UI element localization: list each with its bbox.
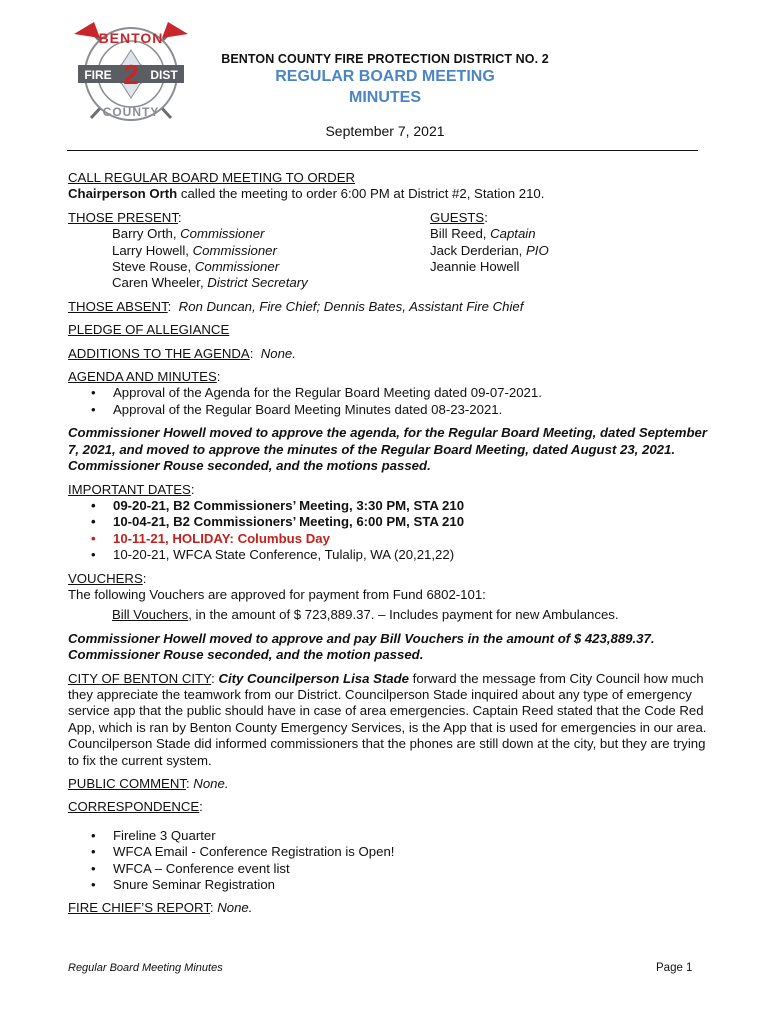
city-heading: CITY OF BENTON CITY xyxy=(68,670,212,686)
correspondence-heading: CORRESPONDENCE xyxy=(68,799,200,815)
list-item: • Snure Seminar Registration xyxy=(113,877,708,893)
holiday-item: • 10-11-21, HOLIDAY: Columbus Day xyxy=(113,531,708,547)
logo-top-text: BENTON xyxy=(98,30,164,46)
list-item: • WFCA – Conference event list xyxy=(113,861,708,877)
organization-name: BENTON COUNTY FIRE PROTECTION DISTRICT NO. 2 xyxy=(221,52,549,66)
logo-number: 2 xyxy=(123,59,139,90)
list-item: • Approval of the Regular Board Meeting Minutes dated 08-23-2021. xyxy=(113,402,708,418)
present-column: THOSE PRESENT: Barry Orth, Commissioner Larry Howell, Commissioner Steve Rouse, Commissioner Caren Wheeler, District Secretary xyxy=(68,210,430,292)
present-member: Steve Rouse, Commissioner xyxy=(112,259,280,275)
chief-report-section: FIRE CHIEF’S REPORT: None. xyxy=(68,900,253,916)
title-line-2: MINUTES xyxy=(349,89,421,106)
dates-list xyxy=(68,498,708,564)
vouchers-intro: The following Vouchers are approved for payment from Fund 6802-101: xyxy=(68,586,486,602)
title-line-1: REGULAR BOARD MEETING xyxy=(275,68,495,85)
guests-column: GUESTS: Bill Reed, Captain Jack Derderian, PIO Jeannie Howell xyxy=(430,209,549,275)
footer-document-name: Regular Board Meeting Minutes xyxy=(68,962,223,974)
agenda-section: AGENDA AND MINUTES: • Approval of the Agenda for the Regular Board Meeting dated 09-07-2021. • Approval of the Regular Board Meeting Minutes dated 08-23-2021. Commissioner Howell moved to approve the agenda, for the Regular Board Meeting, dated September 7, 2021, and moved to approve the minutes of the Regular Board Meeting, dated August 23, 2021. Commissioner Rouse seconded, and the motions passed. xyxy=(68,369,708,474)
present-heading: THOSE PRESENT xyxy=(68,209,178,225)
list-item: • Approval of the Agenda for the Regular Board Meeting dated 09-07-2021. xyxy=(113,385,708,401)
pledge-heading: PLEDGE OF ALLEGIANCE xyxy=(68,322,230,338)
dates-heading: IMPORTANT DATES xyxy=(68,481,191,497)
header-divider xyxy=(67,150,698,151)
call-to-order-text xyxy=(68,186,708,202)
absent-section: THOSE ABSENT: Ron Duncan, Fire Chief; Dennis Bates, Assistant Fire Chief xyxy=(68,298,524,314)
guest-item: Bill Reed, Captain xyxy=(430,226,536,242)
city-section: CITY OF BENTON CITY: City Councilperson Lisa Stade forward the message from City Council how much they appreciate the teamwork from our District. Councilperson Stade inquired about any type of emergency service app that the public should have in case of area emergencies. Captain Reed stated that the Code Red App, which is ran by Benton County Emergency Services, is the App that is used for emergencies in our area. Councilperson Stade did informed commissioners that the phones are still down at the city, but they are trying to fix the current system. xyxy=(68,670,707,768)
agenda-motion: Commissioner Howell moved to approve the agenda, for the Regular Board Meeting, dated September 7, 2021, and moved to approve the minutes of the Regular Board Meeting, dated August 23, 2021. Commissioner Rouse seconded, and the motions passed. xyxy=(68,425,707,474)
dates-section: IMPORTANT DATES: • 09-20-21, B2 Commissioners’ Meeting, 3:30 PM, STA 210 • 10-04-21, B2 Commissioners’ Meeting, 6:00 PM, STA 210 • 10-11-21, HOLIDAY: Columbus Day • 10-20-21, WFCA State Conference, Tulalip, WA (20,21,22) xyxy=(68,482,708,564)
list-item: • 10-20-21, WFCA State Conference, Tulalip, WA (20,21,22) xyxy=(113,547,708,563)
guest-item: Jeannie Howell xyxy=(430,259,520,275)
absent-heading: THOSE ABSENT xyxy=(68,298,168,314)
logo-left-text: FIRE xyxy=(84,68,112,82)
call-to-order-section xyxy=(68,170,708,203)
attendance-section xyxy=(68,210,708,292)
additions-heading: ADDITIONS TO THE AGENDA xyxy=(68,345,250,361)
list-item: • 09-20-21, B2 Commissioners’ Meeting, 3:30 PM, STA 210 xyxy=(113,498,708,514)
chair-name: Chairperson Orth xyxy=(68,186,178,202)
guests-heading: GUESTS xyxy=(430,209,485,225)
vouchers-motion: Commissioner Howell moved to approve and pay Bill Vouchers in the amount of $ 423,889.37. Commissioner Rouse seconded, and the motion passed. xyxy=(68,630,655,663)
guest-item: Jack Derderian, PIO xyxy=(430,242,549,258)
present-member: Barry Orth, Commissioner xyxy=(112,226,265,242)
absent-text: Ron Duncan, Fire Chief; Dennis Bates, Assistant Fire Chief xyxy=(178,298,524,314)
list-item: • 10-04-21, B2 Commissioners’ Meeting, 6:00 PM, STA 210 xyxy=(113,514,708,530)
document-title xyxy=(195,66,575,108)
list-item: • Fireline 3 Quarter xyxy=(113,828,708,844)
public-comment-section: PUBLIC COMMENT: None. xyxy=(68,776,229,791)
bill-vouchers-label: Bill Vouchers xyxy=(112,607,189,623)
logo-right-text: DIST xyxy=(150,68,178,82)
city-text: forward the message from City Council how much they appreciate the teamwork from our District. Councilperson Stade inquired about any type of emergency service app that the public should have in case of area emergencies. Captain Reed stated that the Code Red App, which is ran by Benton County Emergency Services, is the App that is used for emergencies in our area. Councilperson Stade did informed commissioners that the phones are still down at the city, but they are trying to fix the current system. xyxy=(68,670,707,768)
agenda-list xyxy=(68,385,708,418)
present-member: Caren Wheeler, District Secretary xyxy=(112,275,308,291)
correspondence-section: CORRESPONDENCE: • Fireline 3 Quarter • WFCA Email - Conference Registration is Open! • WFCA – Conference event list • Snure Seminar Registration xyxy=(68,799,708,893)
vouchers-section: VOUCHERS: The following Vouchers are approved for payment from Fund 6802-101: Bill Vouchers, in the amount of $ 723,889.37. – Includes payment for new Ambulances. Commissioner Howell moved to approve and pay Bill Vouchers in the amount of $ 423,889.37. Commissioner Rouse seconded, and the motion passed. xyxy=(68,571,708,664)
call-to-order-detail: called the meeting to order 6:00 PM at District #2, Station 210. xyxy=(177,186,545,202)
chief-report-heading: FIRE CHIEF’S REPORT xyxy=(68,900,210,916)
call-to-order-heading: CALL REGULAR BOARD MEETING TO ORDER xyxy=(68,170,356,185)
present-member: Larry Howell, Commissioner xyxy=(112,242,277,258)
present-list xyxy=(68,226,430,292)
logo-bottom-text: COUNTY xyxy=(102,105,160,119)
additions-text: None. xyxy=(260,345,296,361)
public-comment-heading: PUBLIC COMMENT xyxy=(68,776,186,791)
meeting-date: September 7, 2021 xyxy=(325,123,445,139)
correspondence-list xyxy=(68,828,708,894)
minutes-body xyxy=(68,170,708,917)
vouchers-heading: VOUCHERS xyxy=(68,570,143,586)
list-item: • WFCA Email - Conference Registration is Open! xyxy=(113,844,708,860)
additions-section: ADDITIONS TO THE AGENDA: None. xyxy=(68,345,296,361)
city-speaker: City Councilperson Lisa Stade xyxy=(218,670,409,686)
fire-district-logo xyxy=(66,18,196,130)
page-number: Page 1 xyxy=(656,962,693,974)
bill-vouchers-line: Bill Vouchers, in the amount of $ 723,889.37. – Includes payment for new Ambulances. xyxy=(112,607,619,623)
agenda-heading: AGENDA AND MINUTES xyxy=(68,369,217,385)
